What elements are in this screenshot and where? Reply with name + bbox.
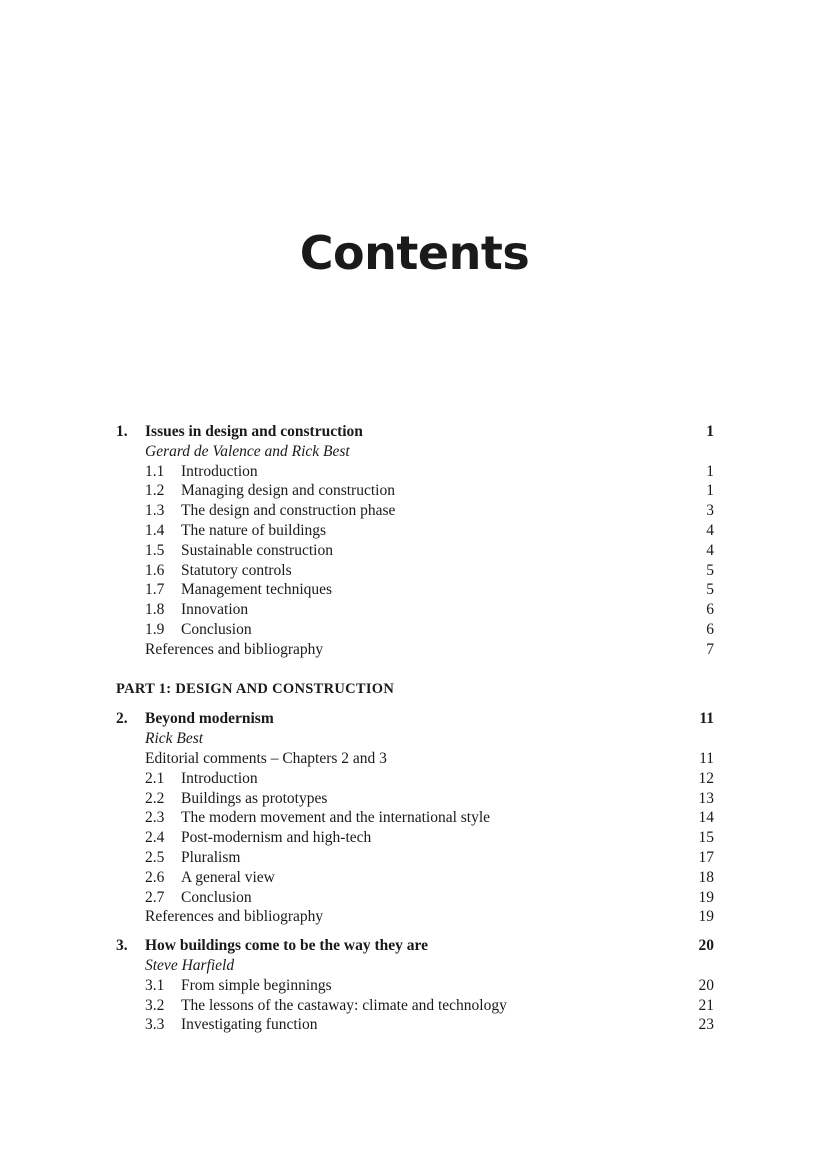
page-number: 20 xyxy=(698,976,714,994)
chapter-author xyxy=(116,442,714,462)
page-number: 5 xyxy=(706,581,714,599)
section-title: From simple beginnings xyxy=(181,976,332,994)
section-title: The modern movement and the international style xyxy=(181,809,491,827)
toc-section[interactable] xyxy=(116,561,714,581)
section-number: 2.5 xyxy=(145,848,165,866)
page-number: 17 xyxy=(698,848,714,866)
page-number: 1 xyxy=(706,423,714,440)
toc-section[interactable] xyxy=(116,976,714,996)
toc-section[interactable] xyxy=(116,481,714,501)
section-title: The design and construction phase xyxy=(181,502,396,520)
section-number: 2.7 xyxy=(145,888,165,906)
chapter-author xyxy=(116,956,714,976)
page-number: 6 xyxy=(706,601,714,619)
chapter-title: Issues in design and construction xyxy=(145,423,363,440)
toc-section[interactable] xyxy=(116,996,714,1016)
page-number: 19 xyxy=(698,888,714,906)
section-number: 2.4 xyxy=(145,829,165,847)
chapter-number: 3. xyxy=(116,937,128,955)
section-number: 1.7 xyxy=(145,581,165,599)
toc-section[interactable] xyxy=(116,1015,714,1035)
toc-chapter-2[interactable] xyxy=(116,709,714,729)
toc-section[interactable] xyxy=(116,848,714,868)
page-number: 1 xyxy=(706,482,714,500)
section-number: 1.4 xyxy=(145,521,165,539)
page-number: 5 xyxy=(706,561,714,579)
chapter-title: How buildings come to be the way they are xyxy=(145,937,429,955)
section-title: The nature of buildings xyxy=(181,521,327,539)
page-number: 19 xyxy=(698,908,714,926)
page-number: 3 xyxy=(706,502,714,520)
chapter-author xyxy=(116,729,714,749)
section-title: Introduction xyxy=(181,769,258,787)
toc-section[interactable] xyxy=(116,808,714,828)
page-number: 18 xyxy=(698,868,714,886)
section-title: Statutory controls xyxy=(181,561,292,579)
page-number: 7 xyxy=(706,640,714,658)
toc-section[interactable] xyxy=(116,868,714,888)
section-title: A general view xyxy=(181,868,275,886)
toc-section[interactable] xyxy=(116,462,714,482)
section-title: Pluralism xyxy=(181,848,241,866)
section-number: 1.5 xyxy=(145,541,165,559)
chapter-title: Beyond modernism xyxy=(145,710,274,728)
page-number: 14 xyxy=(698,809,714,827)
references-title: References and bibliography xyxy=(145,908,324,926)
toc-section[interactable] xyxy=(116,789,714,809)
page-number: 13 xyxy=(698,789,714,807)
toc-section[interactable] xyxy=(116,580,714,600)
page-number: 4 xyxy=(706,541,714,559)
page-number: 21 xyxy=(698,996,714,1014)
toc-section[interactable] xyxy=(116,888,714,908)
toc-references[interactable] xyxy=(116,640,714,660)
toc-section[interactable] xyxy=(116,501,714,521)
author-name: Rick Best xyxy=(145,730,204,748)
section-title: Post-modernism and high-tech xyxy=(181,829,372,847)
part-title: PART 1: DESIGN AND CONSTRUCTION xyxy=(116,680,395,697)
chapter-number: 2. xyxy=(116,710,128,728)
section-title: Sustainable construction xyxy=(181,541,333,559)
page-number: 23 xyxy=(698,1016,714,1034)
toc-section[interactable] xyxy=(116,521,714,541)
toc-chapter-3[interactable] xyxy=(116,936,714,956)
page-number: 6 xyxy=(706,620,714,638)
chapter-number: 1. xyxy=(116,423,128,440)
section-number: 1.9 xyxy=(145,620,165,638)
section-title: Buildings as prototypes xyxy=(181,789,328,807)
section-title: Conclusion xyxy=(181,620,252,638)
section-title: The lessons of the castaway: climate and technology xyxy=(181,996,507,1014)
section-number: 1.1 xyxy=(145,462,165,480)
toc-section[interactable] xyxy=(116,828,714,848)
page-title: Contents xyxy=(299,226,530,280)
section-number: 1.2 xyxy=(145,482,165,500)
section-title: Introduction xyxy=(181,462,258,480)
page-number: 1 xyxy=(706,462,714,480)
section-number: 2.3 xyxy=(145,809,165,827)
toc-section[interactable] xyxy=(116,541,714,561)
page-number: 20 xyxy=(698,937,714,955)
section-number: 1.6 xyxy=(145,561,165,579)
toc-section[interactable] xyxy=(116,620,714,640)
toc-editorial-comments[interactable] xyxy=(116,749,714,769)
section-title: Management techniques xyxy=(181,581,333,599)
author-name: Gerard de Valence and Rick Best xyxy=(145,442,350,460)
page-number: 12 xyxy=(698,769,714,787)
toc-section[interactable] xyxy=(116,600,714,620)
section-number: 1.8 xyxy=(145,601,165,619)
section-number: 2.2 xyxy=(145,789,165,807)
page-number: 4 xyxy=(706,521,714,539)
section-number: 3.3 xyxy=(145,1016,165,1034)
page-number: 11 xyxy=(699,749,714,767)
section-title: Managing design and construction xyxy=(181,482,395,500)
section-number: 2.1 xyxy=(145,769,165,787)
section-number: 2.6 xyxy=(145,868,165,886)
section-title: Investigating function xyxy=(181,1016,318,1034)
page-number: 15 xyxy=(698,829,714,847)
author-name: Steve Harfield xyxy=(145,956,235,974)
toc-section[interactable] xyxy=(116,769,714,789)
section-title: Innovation xyxy=(181,601,249,619)
section-number: 3.1 xyxy=(145,976,165,994)
toc-chapter-1[interactable] xyxy=(116,422,714,442)
references-title: References and bibliography xyxy=(145,640,324,658)
section-number: 3.2 xyxy=(145,996,165,1014)
editorial-title: Editorial comments – Chapters 2 and 3 xyxy=(145,749,387,767)
page-number: 11 xyxy=(699,710,714,728)
section-number: 1.3 xyxy=(145,502,165,520)
table-of-contents xyxy=(116,422,714,1035)
toc-part-heading xyxy=(116,680,714,700)
section-title: Conclusion xyxy=(181,888,252,906)
toc-references[interactable] xyxy=(116,907,714,927)
